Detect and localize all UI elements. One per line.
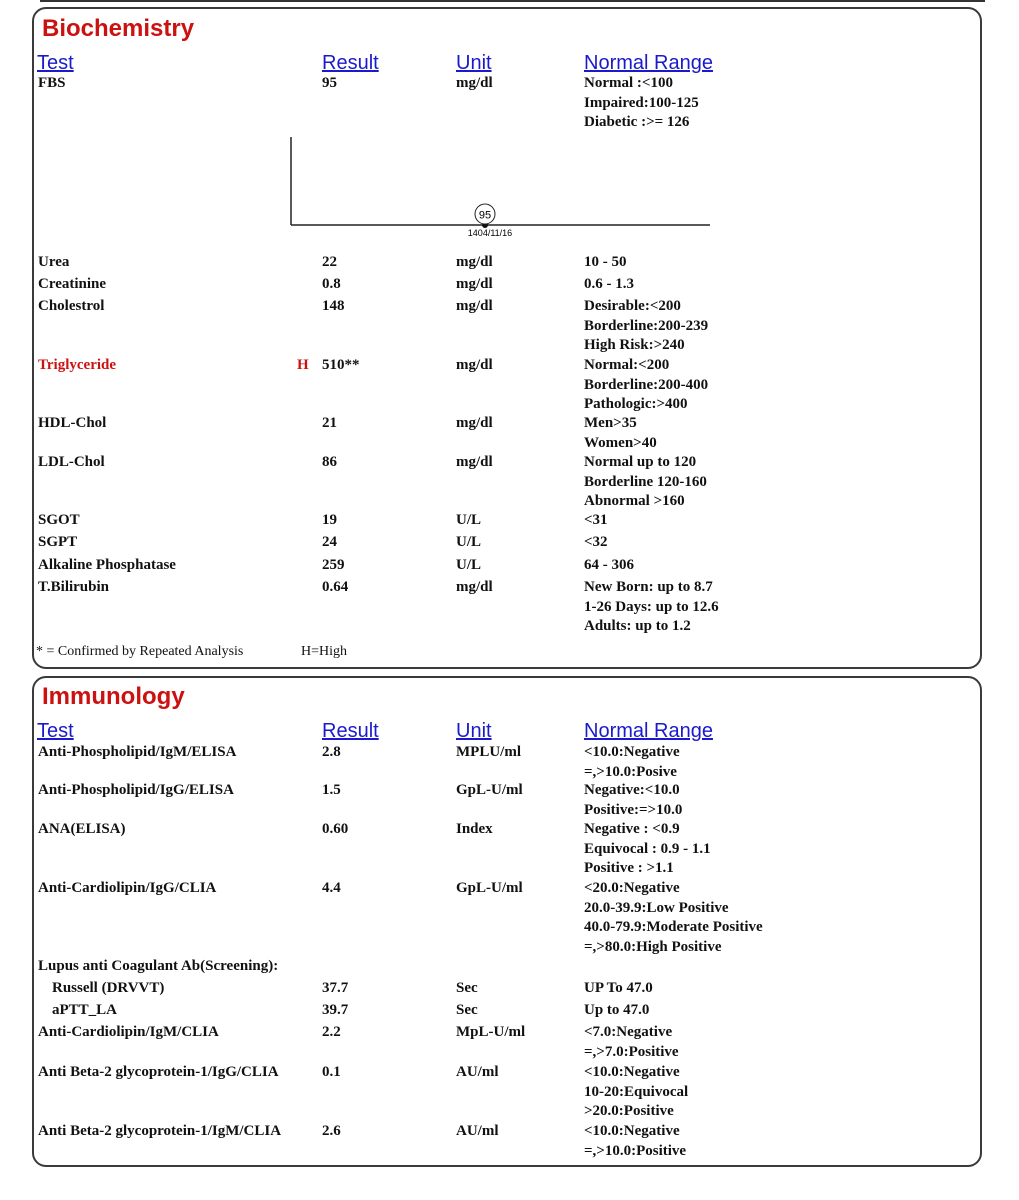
bio-header-result: Result — [322, 52, 379, 74]
imm-range-b2gp-igm: <10.0:Negative =,>10.0:Positive — [584, 1123, 687, 1159]
bio-unit-ldl: mg/dl — [456, 454, 493, 470]
imm-header-unit: Unit — [456, 720, 492, 742]
footnote-confirmed: * = Confirmed by Repeated Analysis — [36, 644, 244, 659]
imm-unit-apl-igm: MPLU/ml — [456, 744, 521, 760]
bio-unit-sgot: U/L — [456, 512, 482, 528]
imm-result-acl-igm: 2.2 — [322, 1024, 341, 1040]
imm-range-drvvt: UP To 47.0 — [584, 980, 653, 996]
bio-test-hdl: HDL-Chol — [38, 415, 107, 431]
bio-range-alp: 64 - 306 — [584, 557, 634, 573]
imm-result-apl-igg: 1.5 — [322, 782, 341, 798]
bio-range-cholestrol: Desirable:<200 Borderline:200-239 High Risk:>240 — [584, 298, 709, 353]
bio-result-sgot: 19 — [322, 512, 337, 528]
imm-result-apl-igm: 2.8 — [322, 744, 341, 760]
bio-test-sgpt: SGPT — [38, 534, 78, 550]
imm-unit-acl-igg: GpL-U/ml — [456, 880, 523, 896]
bio-result-fbs: 95 — [322, 75, 337, 91]
imm-header-test: Test — [37, 720, 74, 742]
bio-result-ldl: 86 — [322, 454, 337, 470]
bio-range-sgpt: <32 — [584, 534, 608, 550]
imm-test-acl-igm: Anti-Cardiolipin/IgM/CLIA — [38, 1024, 219, 1040]
bio-test-creatinine: Creatinine — [38, 276, 107, 292]
bio-unit-alp: U/L — [456, 557, 482, 573]
bio-range-bilirubin: New Born: up to 8.7 1-26 Days: up to 12.6 Adults: up to 1.2 — [584, 579, 719, 634]
bio-unit-hdl: mg/dl — [456, 415, 493, 431]
bio-result-creatinine: 0.8 — [322, 276, 341, 292]
bio-flag-triglyceride: H — [297, 357, 309, 373]
imm-unit-apl-igg: GpL-U/ml — [456, 782, 523, 798]
imm-result-aptt: 39.7 — [322, 1002, 349, 1018]
bio-unit-creatinine: mg/dl — [456, 276, 493, 292]
imm-range-acl-igm: <7.0:Negative =,>7.0:Positive — [584, 1024, 679, 1060]
imm-test-drvvt: Russell (DRVVT) — [52, 980, 165, 996]
bio-unit-urea: mg/dl — [456, 254, 493, 270]
bio-test-bilirubin: T.Bilirubin — [38, 579, 110, 595]
bio-result-hdl: 21 — [322, 415, 337, 431]
bio-range-sgot: <31 — [584, 512, 608, 528]
fbs-trend-chart — [0, 0, 1019, 260]
bio-header-range: Normal Range — [584, 52, 713, 74]
bio-unit-sgpt: U/L — [456, 534, 482, 550]
bio-test-triglyceride: Triglyceride — [38, 357, 117, 373]
imm-range-apl-igg: Negative:<10.0 Positive:=>10.0 — [584, 782, 683, 818]
bio-test-ldl: LDL-Chol — [38, 454, 105, 470]
imm-test-acl-igg: Anti-Cardiolipin/IgG/CLIA — [38, 880, 217, 896]
bio-header-unit: Unit — [456, 52, 492, 74]
imm-result-b2gp-igm: 2.6 — [322, 1123, 341, 1139]
imm-unit-ana: Index — [456, 821, 493, 837]
imm-result-ana: 0.60 — [322, 821, 349, 837]
imm-result-acl-igg: 4.4 — [322, 880, 341, 896]
bio-unit-cholestrol: mg/dl — [456, 298, 493, 314]
bio-range-triglyceride: Normal:<200 Borderline:200-400 Pathologic:>400 — [584, 357, 709, 412]
immunology-title: Immunology — [42, 683, 185, 710]
imm-unit-aptt: Sec — [456, 1002, 478, 1018]
bio-range-ldl: Normal up to 120 Borderline 120-160 Abnormal >160 — [584, 454, 707, 509]
bio-test-cholestrol: Cholestrol — [38, 298, 105, 314]
bio-test-sgot: SGOT — [38, 512, 80, 528]
bio-test-fbs: FBS — [38, 75, 66, 91]
bio-unit-triglyceride: mg/dl — [456, 357, 493, 373]
bio-range-fbs: Normal :<100 Impaired:100-125 Diabetic :>= 126 — [584, 75, 699, 130]
fbs-data-label: 95 — [478, 209, 492, 222]
imm-test-apl-igm: Anti-Phospholipid/IgM/ELISA — [38, 744, 237, 760]
fbs-x-tick-label: 1404/11/16 — [467, 228, 513, 238]
bio-range-hdl: Men>35 Women>40 — [584, 415, 657, 451]
biochemistry-title: Biochemistry — [42, 15, 195, 42]
imm-unit-acl-igm: MpL-U/ml — [456, 1024, 526, 1040]
bio-header-test: Test — [37, 52, 74, 74]
imm-range-aptt: Up to 47.0 — [584, 1002, 650, 1018]
imm-unit-b2gp-igg: AU/ml — [456, 1064, 499, 1080]
bio-result-sgpt: 24 — [322, 534, 337, 550]
bio-unit-fbs: mg/dl — [456, 75, 493, 91]
imm-test-b2gp-igg: Anti Beta-2 glycoprotein-1/IgG/CLIA — [38, 1064, 279, 1080]
imm-test-b2gp-igm: Anti Beta-2 glycoprotein-1/IgM/CLIA — [38, 1123, 282, 1139]
imm-test-lupus-heading: Lupus anti Coagulant Ab(Screening): — [38, 958, 279, 974]
imm-header-result: Result — [322, 720, 379, 742]
bio-result-urea: 22 — [322, 254, 337, 270]
bio-test-urea: Urea — [38, 254, 70, 270]
imm-header-range: Normal Range — [584, 720, 713, 742]
imm-unit-b2gp-igm: AU/ml — [456, 1123, 499, 1139]
bio-result-cholestrol: 148 — [322, 298, 345, 314]
imm-range-ana: Negative : <0.9 Equivocal : 0.9 - 1.1 Positive : >1.1 — [584, 821, 711, 876]
imm-test-aptt: aPTT_LA — [52, 1002, 118, 1018]
imm-range-acl-igg: <20.0:Negative 20.0-39.9:Low Positive 40.0-79.9:Moderate Positive =,>80.0:High Positive — [584, 880, 763, 955]
bio-range-creatinine: 0.6 - 1.3 — [584, 276, 634, 292]
footnote-high: H=High — [301, 644, 348, 659]
imm-result-b2gp-igg: 0.1 — [322, 1064, 341, 1080]
bio-range-urea: 10 - 50 — [584, 254, 627, 270]
imm-result-drvvt: 37.7 — [322, 980, 349, 996]
imm-range-apl-igm: <10.0:Negative =,>10.0:Posive — [584, 744, 680, 780]
bio-result-triglyceride: 510** — [322, 357, 360, 373]
bio-result-alp: 259 — [322, 557, 345, 573]
imm-unit-drvvt: Sec — [456, 980, 478, 996]
imm-test-ana: ANA(ELISA) — [38, 821, 126, 837]
imm-range-b2gp-igg: <10.0:Negative 10-20:Equivocal >20.0:Positive — [584, 1064, 689, 1119]
imm-test-apl-igg: Anti-Phospholipid/IgG/ELISA — [38, 782, 234, 798]
bio-result-bilirubin: 0.64 — [322, 579, 349, 595]
bio-unit-bilirubin: mg/dl — [456, 579, 493, 595]
bio-test-alp: Alkaline Phosphatase — [38, 557, 176, 573]
